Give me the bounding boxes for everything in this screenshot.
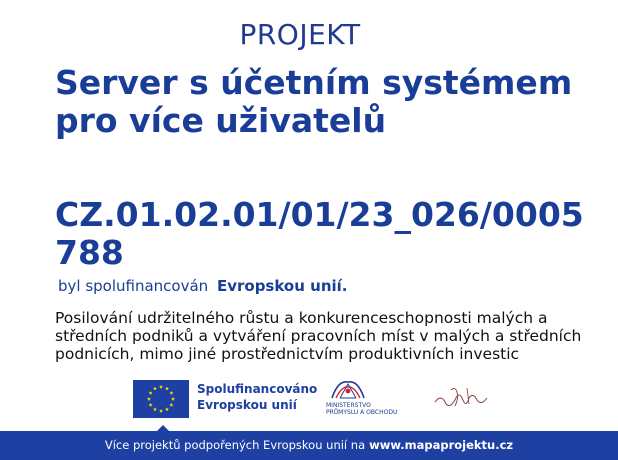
project-code: CZ.01.02.01/01/23_026/0005788 [55,195,584,272]
cofinancing-emphasis: Evropskou unií. [216,277,348,295]
ministry-line1: MINISTERSTVO [326,402,371,409]
handwritten-signature-logo [433,384,489,414]
ministry-label [326,402,397,416]
eu-label-line1: Spolufinancováno [197,382,318,396]
cofinancing-line [58,277,347,295]
project-description: Posilování udržitelného růstu a konkurenceschopnosti malých a středních podniků a vytváření pracovních míst v malých a středních podnicích, mimo jiné prostřednictvím produktivních investic [55,309,582,363]
footer-bar [0,431,618,460]
footer-link[interactable]: www.mapaprojektu.cz [369,438,514,452]
eu-cofinanced-label [197,381,317,413]
ministry-emblem-icon [328,378,368,402]
ministry-logo [326,378,412,422]
cofinancing-prefix: byl spolufinancován [58,277,209,295]
ministry-line2: PRŮMYSLU A OBCHODU [326,409,398,416]
poster-heading: PROJEKT [239,18,361,51]
project-title: Server s účetním systémem pro více uživatelů [55,63,573,140]
eu-flag-icon [133,380,189,418]
eu-label-line2: Evropskou unií [197,398,297,412]
footer-text: Více projektů podpořených Evropskou unií na [104,438,366,452]
